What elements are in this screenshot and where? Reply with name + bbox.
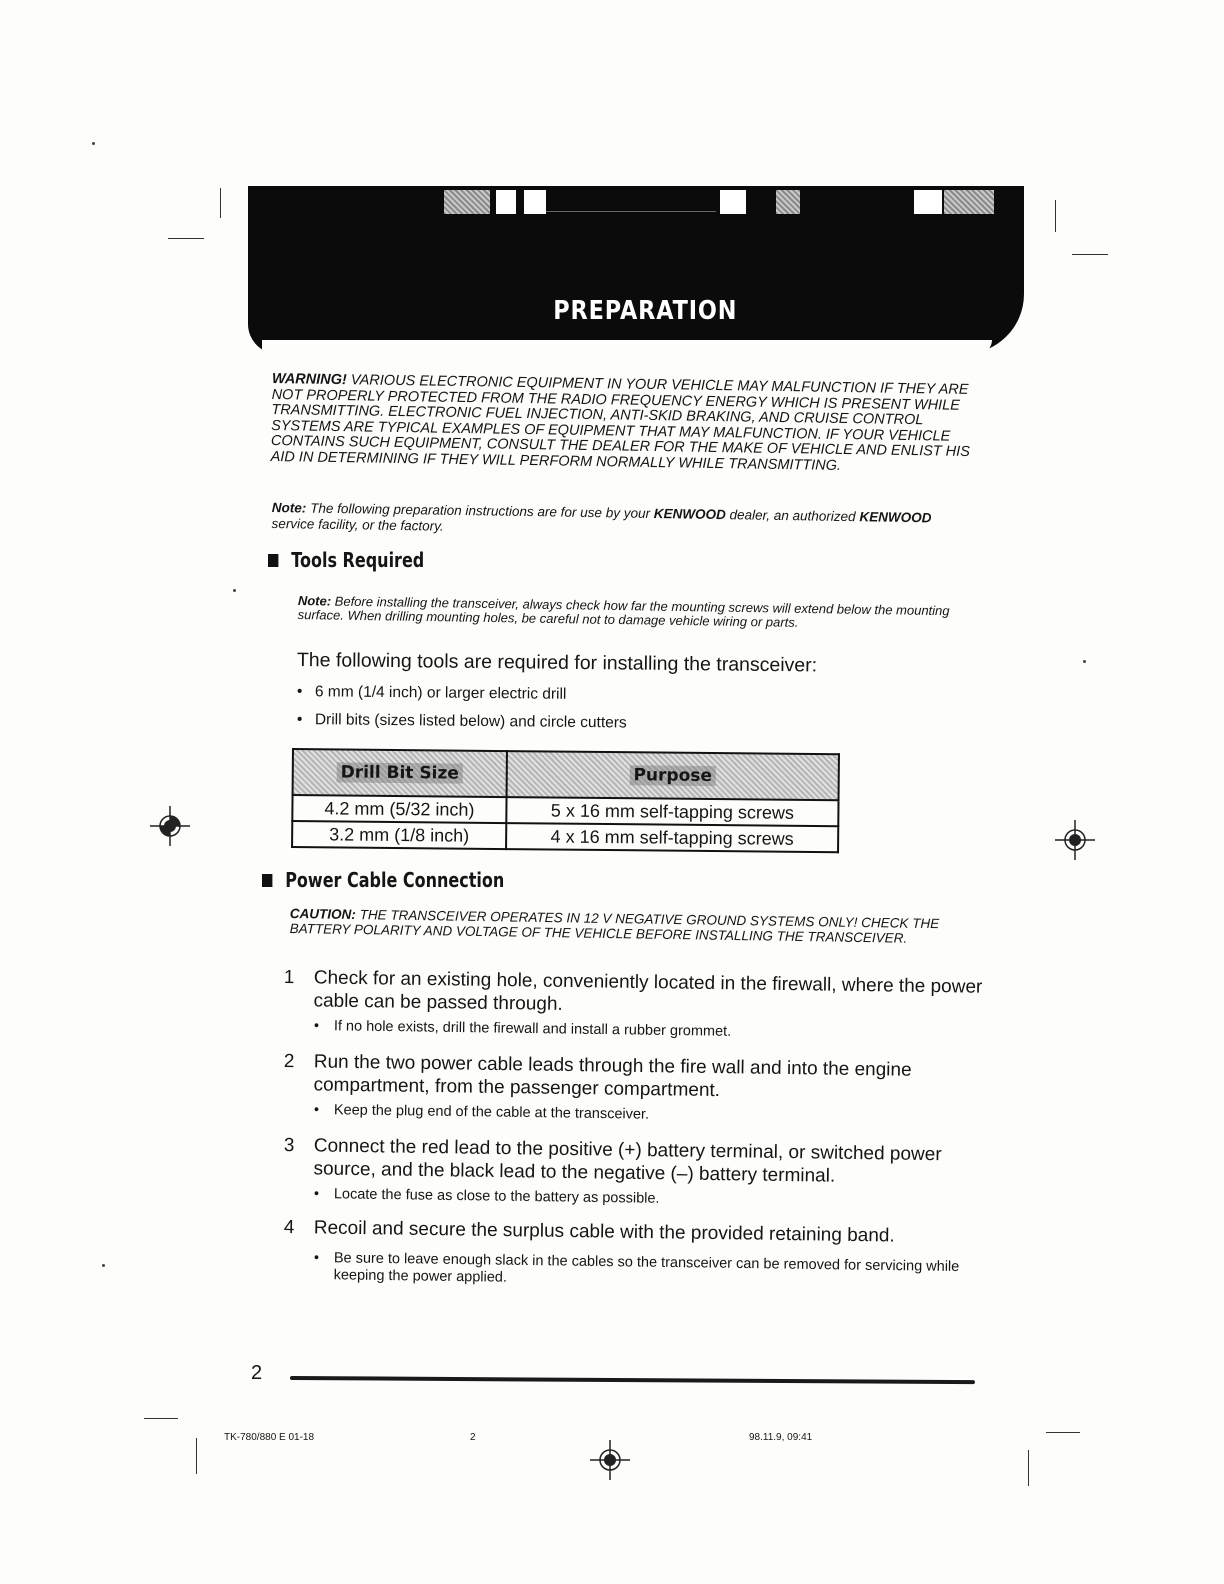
caution-text: THE TRANSCEIVER OPERATES IN 12 V NEGATIVE GROUND SYSTEMS ONLY! CHECK THE BATTERY POLARITY AND VOLTAGE OF THE VEHICLE BEFORE INSTALLING THE TRANSCEIVER. xyxy=(289,907,940,946)
subitem-text: Keep the plug end of the cable at the transceiver. xyxy=(333,1102,650,1123)
color-bar-swatch xyxy=(914,190,942,214)
registration-mark-icon xyxy=(590,1440,630,1480)
warning-block xyxy=(271,372,992,476)
warning-text: VARIOUS ELECTRONIC EQUIPMENT IN YOUR VEHICLE MAY MALFUNCTION IF THEY ARE NOT PROPERLY PROTECTED FROM THE RADIO FREQUENCY ENERGY WHICH IS PRESENT WHILE TRANSMITTING. ELECTRONIC FUEL INJECTION, ANTI-SKID BRAKING, AND CRUISE CONTROL SYSTEMS ARE TYPICAL EXAMPLES OF EQUIPMENT THAT MAY MALFUNCTION. IF YOUR VEHICLE CONTAINS SUCH EQUIPMENT, CONSULT THE DEALER FOR THE MAKE OF VEHICLE AND ENLIST HIS AID IN DETERMINING IF THEY WILL PERFORM NORMALLY WHILE TRANSMITTING. xyxy=(270,372,971,474)
step-number: 2 xyxy=(283,1050,295,1073)
step-item xyxy=(283,1134,984,1190)
step-item xyxy=(283,966,984,1022)
color-bar-line xyxy=(546,211,716,212)
tools-lead: The following tools are required for installing the transceiver: xyxy=(296,649,818,677)
speck xyxy=(1083,660,1086,663)
color-bar-swatch xyxy=(496,190,516,214)
drill-bit-table xyxy=(291,748,840,853)
registration-mark-icon xyxy=(1055,820,1095,860)
speck xyxy=(233,589,236,592)
tools-note xyxy=(298,594,998,633)
caution-block xyxy=(290,906,990,947)
heading-text: Tools Required xyxy=(291,548,425,572)
square-bullet-icon xyxy=(268,554,278,567)
brand-name: KENWOOD xyxy=(859,509,932,526)
list-item xyxy=(297,683,567,704)
table-header-row xyxy=(293,749,839,800)
crop-mark xyxy=(1028,1450,1029,1486)
step-item xyxy=(284,1216,984,1249)
step-text: Connect the red lead to the positive (+) battery terminal, or switched power source, and the black lead to the negative (–) battery terminal. xyxy=(313,1135,942,1187)
banner-edge xyxy=(262,340,992,354)
crop-mark xyxy=(144,1418,178,1419)
subitem-text: Locate the fuse as close to the battery as possible. xyxy=(333,1186,660,1207)
table-header xyxy=(507,751,839,800)
subitem-text: Be sure to leave enough slack in the cables so the transceiver can be removed for servicing while keeping the power applied. xyxy=(333,1250,960,1286)
section-heading-power xyxy=(262,868,504,892)
color-bar-swatch xyxy=(776,190,800,214)
step-number: 4 xyxy=(283,1216,295,1239)
speck xyxy=(102,1264,105,1267)
step-text: Run the two power cable leads through the fire wall and into the engine compartment, from the passenger compartment. xyxy=(313,1051,912,1102)
bullet-icon: • xyxy=(313,1250,320,1267)
section-heading-tools xyxy=(268,548,424,572)
crop-mark xyxy=(220,188,221,218)
bullet-icon: • xyxy=(313,1102,320,1119)
note-text: dealer, an authorized xyxy=(729,507,856,525)
bullet-icon: • xyxy=(296,711,303,729)
note-text: The following preparation instructions are for use by your xyxy=(310,500,651,521)
bullet-icon: • xyxy=(296,683,303,701)
step-item xyxy=(283,1050,984,1106)
bullet-icon: • xyxy=(313,1018,320,1035)
table-cell: 3.2 mm (1/8 inch) xyxy=(292,821,506,849)
note-text: service facility, or the factory. xyxy=(271,515,444,534)
table-header xyxy=(293,749,507,797)
crop-mark xyxy=(196,1438,197,1474)
square-bullet-icon xyxy=(262,874,272,887)
step-number: 3 xyxy=(283,1134,295,1157)
step-text: Check for an existing hole, conveniently located in the firewall, where the power cable can be passed through. xyxy=(313,967,983,1015)
crop-mark xyxy=(1055,200,1056,232)
color-bar-swatch xyxy=(524,190,546,214)
note-text: Before installing the transceiver, always check how far the mounting screws will extend below the mounting surface. When drilling mounting holes, be careful not to damage vehicle wiring or parts. xyxy=(297,593,950,630)
table-cell: 4 x 16 mm self-tapping screws xyxy=(506,823,838,852)
subitem-text: If no hole exists, drill the firewall and install a rubber grommet. xyxy=(333,1018,732,1040)
color-bar-swatch xyxy=(944,190,994,214)
print-footer-left: TK-780/880 E 01-18 xyxy=(224,1432,315,1443)
intro-note xyxy=(271,500,961,543)
color-bar-swatch xyxy=(444,190,490,214)
caution-label: CAUTION: xyxy=(289,906,356,923)
list-item-text: Drill bits (sizes listed below) and circle cutters xyxy=(314,711,627,732)
note-label: Note: xyxy=(271,500,307,516)
list-item-text: 6 mm (1/4 inch) or larger electric drill xyxy=(314,683,567,703)
step-text: Recoil and secure the surplus cable with the provided retaining band. xyxy=(313,1217,895,1247)
brand-name: KENWOOD xyxy=(653,505,726,523)
footer-rule xyxy=(290,1376,975,1384)
header-text: Drill Bit Size xyxy=(337,762,463,783)
print-footer-center: 2 xyxy=(470,1432,476,1443)
page-number: 2 xyxy=(251,1362,263,1384)
step-number: 1 xyxy=(283,966,295,989)
header-text: Purpose xyxy=(629,765,716,786)
step-subitem xyxy=(314,1102,994,1128)
table-cell: 4.2 mm (5/32 inch) xyxy=(292,795,506,823)
step-subitem xyxy=(314,1250,994,1293)
heading-text: Power Cable Connection xyxy=(285,868,505,892)
color-bar-swatch xyxy=(720,190,746,214)
note-label: Note: xyxy=(297,593,332,609)
step-subitem xyxy=(314,1186,994,1212)
registration-mark-icon xyxy=(150,806,190,846)
crop-mark xyxy=(168,238,204,239)
speck xyxy=(92,142,95,145)
table-cell: 5 x 16 mm self-tapping screws xyxy=(506,797,838,826)
print-footer-right: 98.11.9, 09:41 xyxy=(749,1432,813,1443)
bullet-icon: • xyxy=(313,1186,320,1203)
list-item xyxy=(297,711,627,732)
crop-mark xyxy=(1072,254,1108,255)
table-row xyxy=(292,821,838,852)
page-title: PREPARATION xyxy=(553,296,738,326)
crop-mark xyxy=(1046,1432,1080,1433)
step-subitem xyxy=(314,1018,994,1044)
warning-label: WARNING! xyxy=(271,371,347,389)
